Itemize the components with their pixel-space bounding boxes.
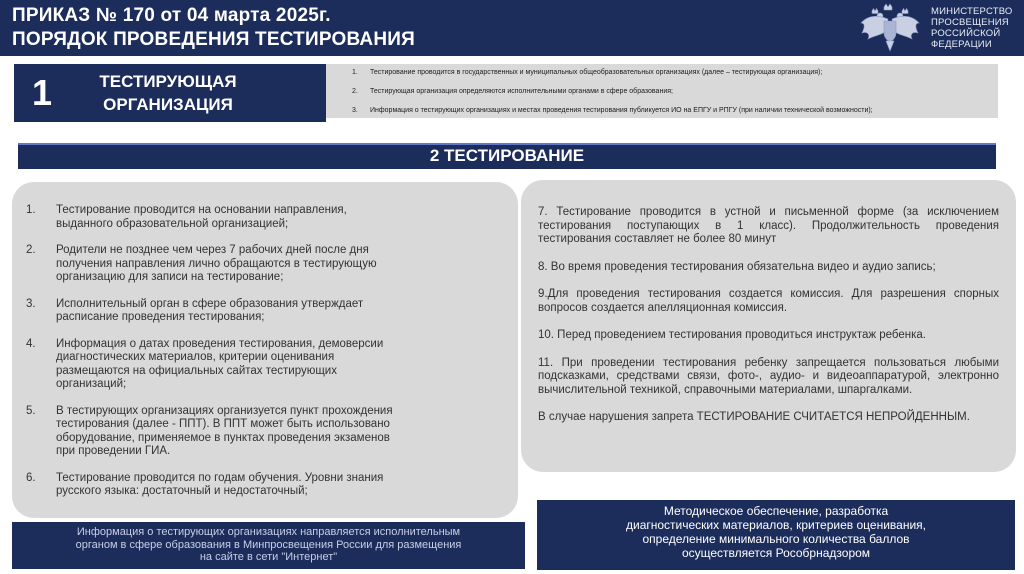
list-item-number: 5. bbox=[26, 404, 36, 417]
list-item-text: Тестирующая организация определяются исполнительными органами в сфере образования; bbox=[370, 88, 673, 95]
list-item: 8. Во время проведения тестирования обязательна видео и аудио запись; bbox=[538, 260, 936, 273]
list-item: 10. Перед проведением тестирования проводиться инструктаж ребенка. bbox=[538, 329, 926, 341]
list-item-text: Тестирование проводится на основании направления, выданного образовательной организацией; bbox=[56, 204, 347, 230]
page-title-line-1: ПРИКАЗ № 170 от 04 марта 2025г. bbox=[12, 5, 331, 26]
section-1-number: 1 bbox=[31, 72, 53, 113]
ministry-line: МИНИСТЕРСТВО bbox=[931, 6, 1013, 17]
section-2-left-panel bbox=[12, 182, 518, 518]
list-item bbox=[352, 68, 988, 77]
section-1-header bbox=[14, 64, 326, 122]
list-item bbox=[352, 106, 988, 115]
list-item bbox=[26, 338, 498, 392]
list-item bbox=[26, 472, 498, 499]
section-2-title: 2 ТЕСТИРОВАНИЕ bbox=[18, 143, 996, 169]
list-item-text: Тестирование проводится по годам обучения. Уровни знания русского языка: достаточный и недостаточный; bbox=[56, 471, 384, 497]
section-1-title-line: ОРГАНИЗАЦИЯ bbox=[103, 95, 233, 114]
list-item bbox=[352, 87, 988, 96]
ministry-line: ПРОСВЕЩЕНИЯ bbox=[931, 17, 1009, 28]
note-line: осуществляется Рособрнадзором bbox=[681, 546, 871, 560]
ministry-line: ФЕДЕРАЦИИ bbox=[931, 39, 992, 50]
list-item-text: Родители не позднее чем через 7 рабочих дней после дня получения направления лично обращаются в тестирующую организацию для записи на тестирование; bbox=[56, 244, 377, 283]
list-item-number: 1. bbox=[352, 69, 358, 76]
list-item: 9.Для проведения тестирования создается комиссия. Для разрешения спорных вопросов создается апелляционная комиссия. bbox=[538, 288, 999, 314]
list-item-text: В тестирующих организациях организуется пункт прохождения тестирования (далее - ППТ). В ППТ может быть использовано оборудование, применяемое в пунктах проведения экзаменов при проведении ГИА. bbox=[56, 404, 393, 457]
header-bar bbox=[0, 0, 1024, 56]
note-line: органом в сфере образования в Минпросвещения России для размещения bbox=[75, 538, 462, 551]
ministry-name bbox=[931, 6, 1013, 50]
section-1-title bbox=[78, 70, 258, 116]
note-line: определение минимального количества баллов bbox=[642, 532, 910, 546]
note-line: диагностических материалов, критериев оценивания, bbox=[626, 518, 926, 532]
list-item-number: 4. bbox=[26, 337, 36, 350]
ministry-line: РОССИЙСКОЙ bbox=[931, 28, 1001, 39]
page-title-line-2: ПОРЯДОК ПРОВЕДЕНИЯ ТЕСТИРОВАНИЯ bbox=[12, 29, 415, 50]
section-2-right-panel bbox=[521, 180, 1016, 472]
section-1-list bbox=[326, 64, 998, 118]
list-item: В случае нарушения запрета ТЕСТИРОВАНИЕ СЧИТАЕТСЯ НЕПРОЙДЕННЫМ. bbox=[538, 411, 970, 423]
list-item-text: Исполнительный орган в сфере образования утверждает расписание проведения тестирования; bbox=[56, 297, 364, 323]
list-item-number: 6. bbox=[26, 471, 36, 484]
list-item: 7. Тестирование проводится в устной и письменной форме (за исключением тестирования поступающих в 1 класс). Продолжительность проведения тестирования составляет не более 80 минут bbox=[538, 206, 999, 245]
note-line: Методическое обеспечение, разработка bbox=[663, 504, 889, 518]
methodology-note bbox=[537, 500, 1015, 570]
list-item: 11. При проведении тестирования ребенку запрещается пользоваться любыми подсказками, средствами связи, фото-, аудио- и видеоаппаратурой, электронно вычислительной техникой, справочными материалами, шпаргалками. bbox=[538, 356, 999, 396]
double-headed-eagle-emblem-icon bbox=[858, 3, 922, 53]
list-item bbox=[26, 204, 498, 231]
list-item bbox=[26, 405, 498, 459]
list-item bbox=[26, 244, 498, 285]
note-line: Информация о тестирующих организациях направляется исполнительным bbox=[76, 526, 461, 538]
list-item bbox=[26, 298, 498, 325]
list-item-number: 3. bbox=[26, 297, 36, 310]
list-item-text: Тестирование проводится в государственных и муниципальных общеобразовательных организациях (далее – тестирующая организация); bbox=[370, 69, 823, 76]
note-line: на сайте в сети "Интернет" bbox=[199, 551, 338, 563]
list-item-number: 3. bbox=[352, 107, 358, 114]
list-item-number: 2. bbox=[26, 244, 36, 256]
list-item-number: 1. bbox=[26, 204, 36, 216]
section-1-title-line: ТЕСТИРУЮЩАЯ bbox=[99, 72, 237, 91]
info-publication-note bbox=[12, 522, 525, 569]
list-item-text: Информация о тестирующих организациях и местах проведения тестирования публикуется ИО на ЕПГУ и РПГУ (при наличии технической возможности); bbox=[370, 107, 873, 114]
list-item-number: 2. bbox=[352, 88, 358, 95]
list-item-text: Информация о датах проведения тестирования, демоверсии диагностических материалов, критерии оценивания размещаются на официальных сайтах тестирующих организаций; bbox=[56, 337, 384, 390]
